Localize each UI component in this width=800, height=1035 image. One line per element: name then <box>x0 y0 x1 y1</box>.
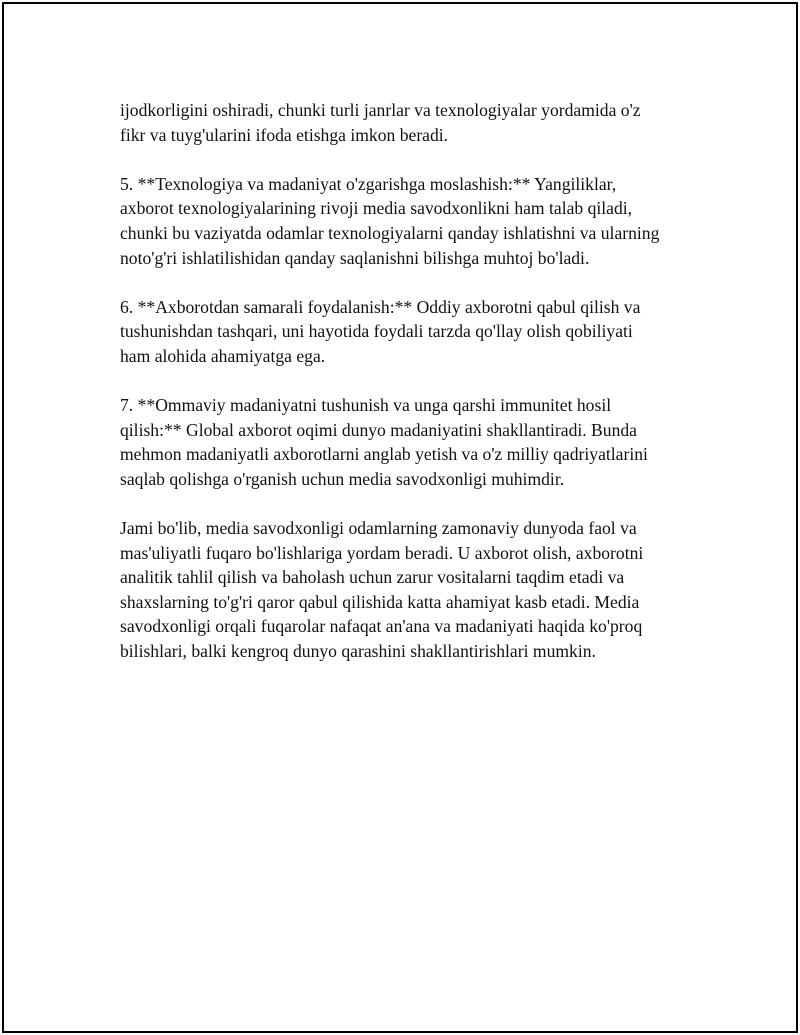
document-page <box>2 2 798 1033</box>
paragraph-continuation: ijodkorligini oshiradi, chunki turli janrlar va texnologiyalar yordamida o'z fikr va tuyg'ularini ifoda etishga imkon beradi. <box>120 100 641 145</box>
paragraph-item-7: 7. **Ommaviy madaniyatni tushunish va unga qarshi immunitet hosil qilish:** Global axborot oqimi dunyo madaniyatini shakllantiradi. Bunda mehmon madaniyatli axborotlarni anglab yetish va o'z milliy qadriyatlarini saqlab qolishga o'rganish uchun media savodxonligi muhimdir. <box>120 395 648 489</box>
paragraph-item-6: 6. **Axborotdan samarali foydalanish:** Oddiy axborotni qabul qilish va tushunishdan tashqari, uni hayotida foydali tarzda qo'llay olish qobiliyati ham alohida ahamiyatga ega. <box>120 296 641 366</box>
paragraph-item-5: 5. **Texnologiya va madaniyat o'zgarishga moslashish:** Yangiliklar, axborot texnologiyalarining rivoji media savodxonlikni ham talab qiladi, chunki bu vaziyatda odamlar texnologiyalarni qanday ishlatishni va ularning noto'g'ri ishlatilishidan qanday saqlanishni bilishga muhtoj bo'ladi. <box>120 173 660 268</box>
document-body <box>120 98 700 688</box>
paragraph-conclusion: Jami bo'lib, media savodxonligi odamlarning zamonaviy dunyoda faol va mas'uliyatli fuqaro bo'lishlariga yordam beradi. U axborot olish, axborotni analitik tahlil qilish va baholash uchun zarur vositalarni taqdim etadi va shaxslarning to'g'ri qaror qabul qilishida katta ahamiyat kasb etadi. Media savodxonligi orqali fuqarolar nafaqat an'ana va madaniyati haqida ko'proq bilishlari, balki kengroq dunyo qarashini shakllantirishlari mumkin. <box>120 518 644 662</box>
